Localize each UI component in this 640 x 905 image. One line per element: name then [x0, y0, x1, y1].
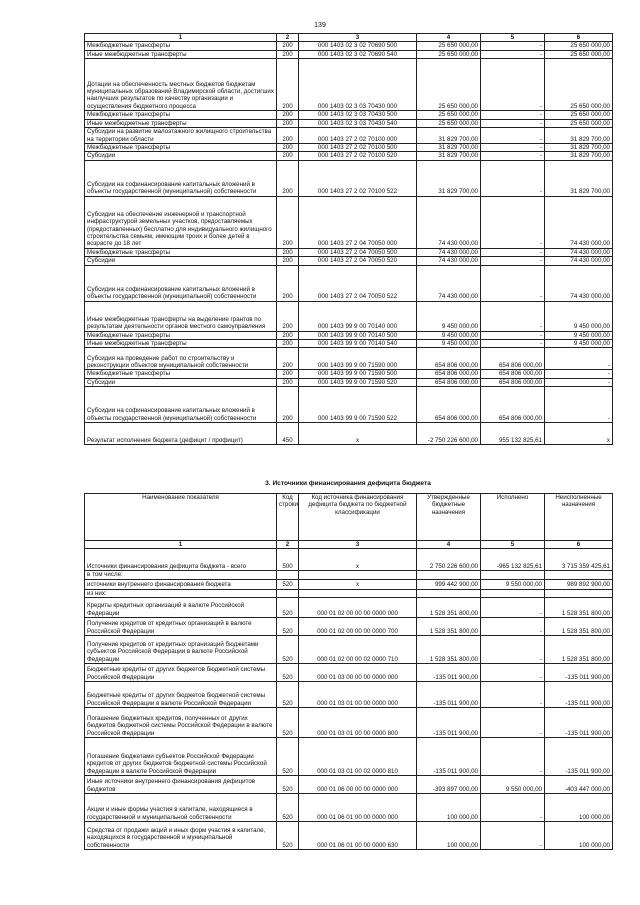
- classification-code: 000 1403 99 9 00 71590 000: [299, 348, 417, 370]
- classification-code: 000 1403 27 2 04 70050 500: [299, 248, 417, 256]
- remaining-amount: 74 430 000,00: [545, 257, 613, 265]
- table-row: [85, 59, 613, 111]
- indicator-name: Результат исполнения бюджета (дефицит / профицит): [85, 423, 277, 445]
- approved-amount: 654 806 000,00: [417, 387, 481, 423]
- col-header-remaining: Неисполненные назначения: [545, 494, 613, 541]
- executed-amount: 654 806 000,00: [481, 348, 545, 370]
- remaining-amount: 9 450 000,00: [545, 340, 613, 348]
- indicator-name: Субсидии: [85, 378, 277, 386]
- row-code: [277, 589, 299, 597]
- classification-code: 000 01 02 00 00 00 0000 000: [299, 598, 417, 618]
- row-code: 200: [277, 265, 299, 301]
- indicator-name: в том числе:: [85, 571, 277, 579]
- row-code: 450: [277, 423, 299, 445]
- approved-amount: -135 011 900,00: [417, 708, 481, 738]
- classification-code: 000 1403 99 9 00 71590 500: [299, 370, 417, 378]
- remaining-amount: 74 430 000,00: [545, 265, 613, 301]
- classification-code: 000 1403 27 2 04 70050 520: [299, 257, 417, 265]
- table-row: [85, 738, 613, 776]
- row-code: 200: [277, 257, 299, 265]
- classification-code: 000 1403 99 9 00 70140 000: [299, 301, 417, 331]
- executed-amount: 654 806 000,00: [481, 370, 545, 378]
- classification-code: 000 1403 02 3 03 70430 000: [299, 59, 417, 111]
- classification-code: 000 1403 99 9 00 71590 522: [299, 387, 417, 423]
- table-row: [85, 160, 613, 196]
- section-title: 3. Источники финансирования дефицита бюджета: [265, 480, 431, 487]
- indicator-name: Субсидии на софинансирование капитальных вложений в объекты государственной (муниципальной) собственности: [85, 387, 277, 423]
- executed-amount: -: [481, 119, 545, 127]
- indicator-name: Иные межбюджетные трансферты: [85, 340, 277, 348]
- table-row: [85, 549, 613, 571]
- approved-amount: 31 829 700,00: [417, 152, 481, 160]
- remaining-amount: 31 829 700,00: [545, 128, 613, 144]
- remaining-amount: 25 650 000,00: [545, 59, 613, 111]
- classification-code: 000 1403 27 2 02 70100 500: [299, 144, 417, 152]
- executed-amount: 654 806 000,00: [481, 378, 545, 386]
- column-number-row: [85, 34, 613, 42]
- approved-amount: 2 750 226 600,00: [417, 549, 481, 571]
- table-row: [85, 196, 613, 248]
- row-code: 200: [277, 370, 299, 378]
- col-header-name: Наименование показателя: [85, 494, 277, 541]
- approved-amount: 654 806 000,00: [417, 370, 481, 378]
- indicator-name: Кредиты кредитных организаций в валюте Российской Федерации: [85, 598, 277, 618]
- row-code: 200: [277, 128, 299, 144]
- executed-amount: -: [481, 664, 545, 682]
- remaining-amount: 31 829 700,00: [545, 152, 613, 160]
- row-code: 520: [277, 682, 299, 708]
- indicator-name: Иные источники внутреннего финансирования дефицитов бюджетов: [85, 776, 277, 794]
- executed-amount: -: [481, 128, 545, 144]
- approved-amount: 9 450 000,00: [417, 331, 481, 339]
- table-row: [85, 571, 613, 579]
- approved-amount: -135 011 900,00: [417, 682, 481, 708]
- indicator-name: Источники финансирования дефицита бюджета - всего: [85, 549, 277, 571]
- table-row: [85, 776, 613, 794]
- approved-amount: 1 528 351 800,00: [417, 618, 481, 636]
- indicator-name: Иные межбюджетные трансферты: [85, 119, 277, 127]
- table-row: [85, 144, 613, 152]
- approved-amount: -393 897 000,00: [417, 776, 481, 794]
- approved-amount: [417, 571, 481, 579]
- row-code: [277, 571, 299, 579]
- table-row: [85, 152, 613, 160]
- classification-code: [299, 589, 417, 597]
- approved-amount: -135 011 900,00: [417, 738, 481, 776]
- page-number: 139: [314, 22, 326, 29]
- column-headers: [85, 494, 613, 541]
- classification-code: 000 1403 02 3 03 70430 540: [299, 119, 417, 127]
- executed-amount: -965 132 825,61: [481, 549, 545, 571]
- classification-code: x: [299, 549, 417, 571]
- table-row: [85, 42, 613, 50]
- row-code: 200: [277, 59, 299, 111]
- classification-code: 000 1403 02 3 02 70690 540: [299, 50, 417, 58]
- financing-sources-table: [84, 493, 613, 850]
- table-row: [85, 111, 613, 119]
- classification-code: 000 01 02 00 00 02 0000 710: [299, 636, 417, 664]
- row-code: 520: [277, 708, 299, 738]
- table-row: [85, 265, 613, 301]
- row-code: 200: [277, 387, 299, 423]
- classification-code: 000 1403 27 2 02 70100 522: [299, 160, 417, 196]
- executed-amount: -: [481, 111, 545, 119]
- col-header-executed: Исполнено: [481, 494, 545, 541]
- executed-amount: [481, 589, 545, 597]
- table-row: [85, 331, 613, 339]
- remaining-amount: 25 650 000,00: [545, 50, 613, 58]
- indicator-name: из них:: [85, 589, 277, 597]
- classification-code: 000 01 06 01 00 00 0000 000: [299, 794, 417, 822]
- column-number: 1: [85, 541, 277, 549]
- indicator-name: Межбюджетные трансферты: [85, 42, 277, 50]
- executed-amount: -: [481, 257, 545, 265]
- executed-amount: -: [481, 59, 545, 111]
- executed-amount: 654 806 000,00: [481, 387, 545, 423]
- approved-amount: 999 442 900,00: [417, 579, 481, 589]
- classification-code: 000 01 03 01 00 02 0000 810: [299, 738, 417, 776]
- executed-amount: 9 550 000,00: [481, 579, 545, 589]
- approved-amount: 25 650 000,00: [417, 111, 481, 119]
- table-row: [85, 257, 613, 265]
- remaining-amount: 9 450 000,00: [545, 301, 613, 331]
- remaining-amount: -403 447 000,00: [545, 776, 613, 794]
- indicator-name: Иные межбюджетные трансферты на выделение грантов по результатам деятельности органов местного самоуправления: [85, 301, 277, 331]
- approved-amount: 100 000,00: [417, 822, 481, 850]
- row-code: 200: [277, 331, 299, 339]
- executed-amount: -: [481, 794, 545, 822]
- approved-amount: 25 650 000,00: [417, 42, 481, 50]
- remaining-amount: [545, 571, 613, 579]
- approved-amount: 100 000,00: [417, 794, 481, 822]
- column-number: 3: [299, 34, 417, 42]
- executed-amount: -: [481, 331, 545, 339]
- remaining-amount: 1 528 351 800,00: [545, 618, 613, 636]
- row-code: 520: [277, 618, 299, 636]
- approved-amount: 31 829 700,00: [417, 144, 481, 152]
- table-row: [85, 50, 613, 58]
- remaining-amount: -135 011 900,00: [545, 738, 613, 776]
- indicator-name: Межбюджетные трансферты: [85, 331, 277, 339]
- executed-amount: -: [481, 636, 545, 664]
- column-number: 2: [277, 34, 299, 42]
- remaining-amount: 25 650 000,00: [545, 111, 613, 119]
- classification-code: [299, 571, 417, 579]
- table-row: [85, 387, 613, 423]
- executed-amount: -: [481, 160, 545, 196]
- classification-code: 000 1403 99 9 00 71590 520: [299, 378, 417, 386]
- column-number: 5: [481, 541, 545, 549]
- remaining-amount: [545, 589, 613, 597]
- executed-amount: -: [481, 196, 545, 248]
- indicator-name: Погашение бюджетами субъектов Российской Федерации кредитов от других бюджетов бюджетной системы Российской Федерации в валюте Российской Федерации: [85, 738, 277, 776]
- indicator-name: Субсидии на софинансирование капитальных вложений в объекты государственной (муниципальной) собственности: [85, 265, 277, 301]
- column-number: 5: [481, 34, 545, 42]
- remaining-amount: 100 000,00: [545, 794, 613, 822]
- row-code: 200: [277, 248, 299, 256]
- remaining-amount: 31 829 700,00: [545, 144, 613, 152]
- executed-amount: -: [481, 738, 545, 776]
- approved-amount: 654 806 000,00: [417, 348, 481, 370]
- remaining-amount: -: [545, 370, 613, 378]
- remaining-amount: 25 650 000,00: [545, 42, 613, 50]
- table-row: [85, 708, 613, 738]
- indicator-name: Межбюджетные трансферты: [85, 370, 277, 378]
- executed-amount: 9 550 000,00: [481, 776, 545, 794]
- indicator-name: Межбюджетные трансферты: [85, 144, 277, 152]
- approved-amount: 9 450 000,00: [417, 340, 481, 348]
- table-row: [85, 636, 613, 664]
- classification-code: 000 01 06 00 00 00 0000 000: [299, 776, 417, 794]
- classification-code: 000 1403 27 2 02 70100 520: [299, 152, 417, 160]
- table-row: [85, 589, 613, 597]
- executed-amount: -: [481, 598, 545, 618]
- approved-amount: 74 430 000,00: [417, 248, 481, 256]
- remaining-amount: 3 715 359 425,61: [545, 549, 613, 571]
- remaining-amount: -: [545, 387, 613, 423]
- column-number: 1: [85, 34, 277, 42]
- executed-amount: -: [481, 340, 545, 348]
- table-row: [85, 248, 613, 256]
- row-code: 520: [277, 579, 299, 589]
- row-code: 200: [277, 152, 299, 160]
- indicator-name: Бюджетные кредиты от других бюджетов бюджетной системы Российской Федерации в валюте Российской Федерации: [85, 682, 277, 708]
- row-code: 200: [277, 348, 299, 370]
- table-row: [85, 618, 613, 636]
- col-header-code: Код строки: [277, 494, 299, 541]
- row-code: 520: [277, 822, 299, 850]
- row-code: 200: [277, 378, 299, 386]
- executed-amount: -: [481, 708, 545, 738]
- classification-code: x: [299, 579, 417, 589]
- indicator-name: Субсидии на обеспечение инженерной и транспортной инфраструктурой земельных участков, предоставляемых (предоставленных) бесплатно для индивидуального жилищного строительства семьям, имеющим троих и более детей в возрасте до 18 лет: [85, 196, 277, 248]
- approved-amount: -135 011 900,00: [417, 664, 481, 682]
- column-number: 6: [545, 34, 613, 42]
- classification-code: 000 01 06 01 00 00 0000 630: [299, 822, 417, 850]
- indicator-name: Бюджетные кредиты от других бюджетов бюджетной системы Российской Федерации: [85, 664, 277, 682]
- table-row: [85, 598, 613, 618]
- column-number: 3: [299, 541, 417, 549]
- col-header-approved: Утвержденные бюджетные назначения: [417, 494, 481, 541]
- indicator-name: Средства от продажи акций и иных форм участия в капитале, находящихся в государственной и муниципальной собственности: [85, 822, 277, 850]
- classification-code: 000 1403 99 9 00 70140 540: [299, 340, 417, 348]
- remaining-amount: -135 011 900,00: [545, 664, 613, 682]
- remaining-amount: 25 650 000,00: [545, 119, 613, 127]
- row-code: 520: [277, 738, 299, 776]
- table-row: [85, 378, 613, 386]
- approved-amount: 74 430 000,00: [417, 257, 481, 265]
- classification-code: 000 01 03 01 00 00 0000 800: [299, 708, 417, 738]
- approved-amount: 9 450 000,00: [417, 301, 481, 331]
- executed-amount: [481, 571, 545, 579]
- column-number: 6: [545, 541, 613, 549]
- approved-amount: [417, 589, 481, 597]
- row-code: 520: [277, 776, 299, 794]
- table-row: [85, 340, 613, 348]
- column-number: 4: [417, 541, 481, 549]
- approved-amount: 1 528 351 800,00: [417, 598, 481, 618]
- remaining-amount: 9 450 000,00: [545, 331, 613, 339]
- col-header-kbk: Код источника финансирования дефицита бюджета по бюджетной классификации: [299, 494, 417, 541]
- approved-amount: 25 650 000,00: [417, 59, 481, 111]
- indicator-name: источники внутреннего финансирования бюджета: [85, 579, 277, 589]
- executed-amount: -: [481, 265, 545, 301]
- table-row: [85, 128, 613, 144]
- table-row: [85, 579, 613, 589]
- classification-code: 000 1403 27 2 04 70050 000: [299, 196, 417, 248]
- indicator-name: Субсидии на развитие малоэтажного жилищного строительства на территории области: [85, 128, 277, 144]
- approved-amount: 654 806 000,00: [417, 378, 481, 386]
- indicator-name: Межбюджетные трансферты: [85, 111, 277, 119]
- indicator-name: Погашение бюджетных кредитов, полученных от других бюджетов бюджетной системы Российской Федерации в валюте Российской Федерации: [85, 708, 277, 738]
- table-row: [85, 682, 613, 708]
- classification-code: 000 1403 99 9 00 70140 500: [299, 331, 417, 339]
- remaining-amount: 100 000,00: [545, 822, 613, 850]
- row-code: 520: [277, 794, 299, 822]
- table-row: [85, 348, 613, 370]
- remaining-amount: 74 430 000,00: [545, 196, 613, 248]
- table-row: [85, 370, 613, 378]
- table-row: [85, 301, 613, 331]
- executed-amount: -: [481, 248, 545, 256]
- classification-code: 000 01 02 00 00 00 0000 700: [299, 618, 417, 636]
- indicator-name: Получение кредитов от кредитных организаций в валюте Российской Федерации: [85, 618, 277, 636]
- indicator-name: Субсидия на проведение работ по строительству и реконструкции объектов муниципальной собственности: [85, 348, 277, 370]
- table-row: [85, 822, 613, 850]
- approved-amount: 74 430 000,00: [417, 265, 481, 301]
- column-number-row: [85, 541, 613, 549]
- remaining-amount: -135 011 900,00: [545, 682, 613, 708]
- row-code: 200: [277, 119, 299, 127]
- approved-amount: 31 829 700,00: [417, 160, 481, 196]
- row-code: 200: [277, 144, 299, 152]
- indicator-name: Субсидии на софинансирование капитальных вложений в объекты государственной (муниципальной) собственности: [85, 160, 277, 196]
- row-code: 200: [277, 111, 299, 119]
- remaining-amount: -: [545, 378, 613, 386]
- executed-amount: 955 132 825,61: [481, 423, 545, 445]
- table-row: [85, 423, 613, 445]
- remaining-amount: 989 892 900,00: [545, 579, 613, 589]
- approved-amount: 1 528 351 800,00: [417, 636, 481, 664]
- classification-code: x: [299, 423, 417, 445]
- column-number: 4: [417, 34, 481, 42]
- executed-amount: -: [481, 822, 545, 850]
- indicator-name: Межбюджетные трансферты: [85, 248, 277, 256]
- indicator-name: Акции и иные формы участия в капитале, находящиеся в государственной и муниципальной собственности: [85, 794, 277, 822]
- approved-amount: -2 750 226 600,00: [417, 423, 481, 445]
- expenses-table: [84, 33, 613, 445]
- executed-amount: -: [481, 42, 545, 50]
- remaining-amount: 31 829 700,00: [545, 160, 613, 196]
- row-code: 520: [277, 664, 299, 682]
- classification-code: 000 1403 02 3 02 70690 500: [299, 42, 417, 50]
- row-code: 200: [277, 42, 299, 50]
- executed-amount: -: [481, 152, 545, 160]
- remaining-amount: -135 011 900,00: [545, 708, 613, 738]
- executed-amount: -: [481, 682, 545, 708]
- remaining-amount: x: [545, 423, 613, 445]
- classification-code: 000 01 03 00 00 00 0000 000: [299, 664, 417, 682]
- remaining-amount: 1 528 351 800,00: [545, 598, 613, 618]
- row-code: 200: [277, 340, 299, 348]
- indicator-name: Иные межбюджетные трансферты: [85, 50, 277, 58]
- classification-code: 000 1403 27 2 02 70100 000: [299, 128, 417, 144]
- row-code: 200: [277, 160, 299, 196]
- column-number: 2: [277, 541, 299, 549]
- executed-amount: -: [481, 144, 545, 152]
- executed-amount: -: [481, 301, 545, 331]
- indicator-name: Получение кредитов от кредитных организаций бюджетами субъектов Российской Федерации в валюте Российской Федерации: [85, 636, 277, 664]
- remaining-amount: 1 528 351 800,00: [545, 636, 613, 664]
- row-code: 520: [277, 636, 299, 664]
- classification-code: 000 1403 02 3 03 70430 500: [299, 111, 417, 119]
- indicator-name: Дотации на обеспеченность местных бюджетов бюджетам муниципальных образований Владимирской области, достигших наилучших результатов по качеству организации и осуществления бюджетного процесса: [85, 59, 277, 111]
- indicator-name: Субсидии: [85, 257, 277, 265]
- row-code: 520: [277, 598, 299, 618]
- classification-code: 000 01 03 01 00 00 0000 000: [299, 682, 417, 708]
- executed-amount: -: [481, 618, 545, 636]
- row-code: 200: [277, 50, 299, 58]
- table-row: [85, 794, 613, 822]
- row-code: 500: [277, 549, 299, 571]
- remaining-amount: -: [545, 348, 613, 370]
- table-row: [85, 119, 613, 127]
- table-row: [85, 664, 613, 682]
- row-code: 200: [277, 196, 299, 248]
- classification-code: 000 1403 27 2 04 70050 522: [299, 265, 417, 301]
- approved-amount: 25 650 000,00: [417, 119, 481, 127]
- executed-amount: -: [481, 50, 545, 58]
- approved-amount: 74 430 000,00: [417, 196, 481, 248]
- remaining-amount: 74 430 000,00: [545, 248, 613, 256]
- approved-amount: 31 829 700,00: [417, 128, 481, 144]
- approved-amount: 25 650 000,00: [417, 50, 481, 58]
- row-code: 200: [277, 301, 299, 331]
- indicator-name: Субсидии: [85, 152, 277, 160]
